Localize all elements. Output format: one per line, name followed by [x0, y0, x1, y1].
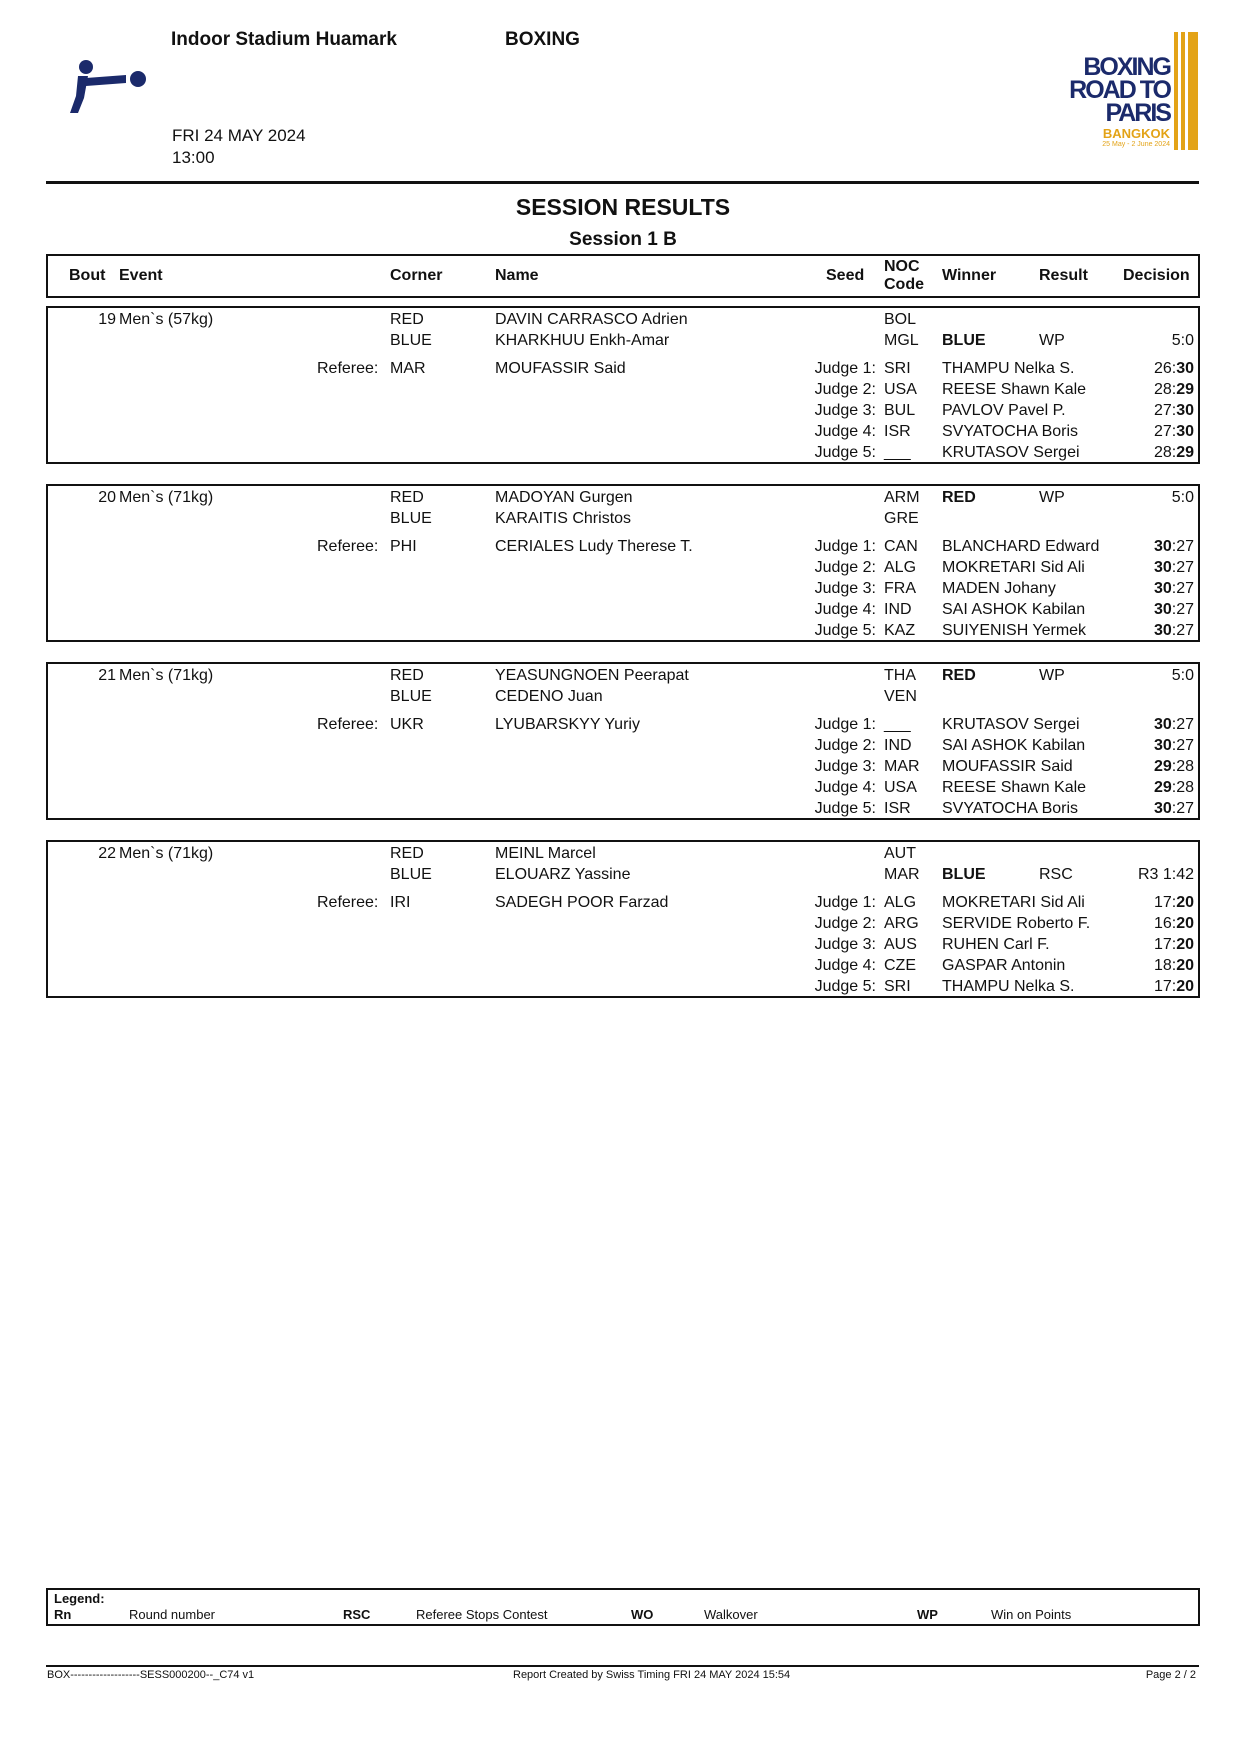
- red-noc: BOL: [884, 311, 917, 328]
- judge-noc: IND: [884, 601, 912, 618]
- score-separator: :: [1171, 894, 1177, 911]
- result-type: WP: [1039, 667, 1065, 684]
- winner-corner: RED: [942, 667, 976, 684]
- col-noc: NOC: [884, 258, 920, 275]
- judge-score: [1154, 936, 1194, 954]
- judge-label: Judge 2:: [814, 737, 876, 754]
- score-blue: 20: [1176, 957, 1194, 974]
- judge-label: Judge 1:: [814, 894, 876, 911]
- referee-label: Referee:: [317, 894, 379, 911]
- red-boxer-name: MEINL Marcel: [495, 845, 596, 862]
- judge-name: THAMPU Nelka S.: [942, 978, 1075, 995]
- score-red: 16: [1153, 915, 1172, 932]
- judge-label: Judge 1:: [814, 360, 876, 377]
- blue-boxer-name: ELOUARZ Yassine: [495, 866, 631, 883]
- judge-noc: SRI: [884, 360, 911, 377]
- judge-label: Judge 1:: [814, 538, 876, 555]
- referee-noc: UKR: [390, 716, 424, 733]
- score-red: 29: [1153, 779, 1172, 796]
- score-red: 29: [1153, 758, 1172, 775]
- judge-noc: ___: [884, 444, 911, 461]
- judge-label: Judge 2:: [814, 559, 876, 576]
- judge-noc: ___: [884, 716, 911, 733]
- judge-score: [1154, 444, 1194, 462]
- judge-noc: ALG: [884, 559, 917, 576]
- judge-name: SVYATOCHA Boris: [942, 423, 1079, 440]
- score-separator: :: [1171, 915, 1177, 932]
- judge-score: [1154, 915, 1194, 933]
- score-separator: :: [1171, 779, 1177, 796]
- score-red: 17: [1153, 894, 1172, 911]
- judge-noc: SRI: [884, 978, 911, 995]
- result-type: WP: [1039, 489, 1065, 506]
- judge-name: BLANCHARD Edward: [942, 538, 1100, 555]
- col-name: Name: [495, 267, 539, 284]
- judge-label: Judge 2:: [814, 915, 876, 932]
- decision: R3 1:42: [1137, 866, 1194, 883]
- judge-noc: IND: [884, 737, 912, 754]
- judge-label: Judge 5:: [814, 800, 876, 817]
- judge-score: [1154, 779, 1194, 797]
- score-separator: :: [1171, 716, 1177, 733]
- bout-number: 22: [98, 845, 116, 862]
- report-title: SESSION RESULTS: [515, 194, 731, 220]
- legend-code: RSC: [343, 1607, 371, 1622]
- score-red: 18: [1153, 957, 1172, 974]
- judge-score: [1154, 559, 1194, 577]
- judge-label: Judge 4:: [814, 779, 876, 796]
- judge-label: Judge 3:: [814, 580, 876, 597]
- legend-title: Legend:: [54, 1591, 105, 1606]
- winner-corner: BLUE: [942, 866, 986, 883]
- judge-label: Judge 2:: [814, 381, 876, 398]
- score-red: 17: [1153, 978, 1172, 995]
- report-credit: Report Created by Swiss Timing FRI 24 MAY 2024 15:54: [513, 1669, 791, 1681]
- score-blue: 29: [1176, 444, 1194, 461]
- col-event: Event: [119, 267, 163, 284]
- judge-label: Judge 4:: [814, 601, 876, 618]
- score-blue: 20: [1176, 894, 1194, 911]
- judge-score: [1154, 800, 1194, 818]
- score-blue: 20: [1176, 978, 1194, 995]
- legend-code: Rn: [54, 1607, 72, 1622]
- score-red: 17: [1153, 936, 1172, 953]
- judge-noc: FRA: [884, 580, 916, 597]
- score-separator: :: [1171, 402, 1177, 419]
- score-red: 30: [1153, 601, 1172, 618]
- referee-noc: MAR: [390, 360, 426, 377]
- score-separator: :: [1171, 737, 1177, 754]
- legend-desc: Round number: [129, 1607, 215, 1622]
- score-blue: 27: [1176, 737, 1194, 754]
- judge-name: SUIYENISH Yermek: [942, 622, 1087, 639]
- judge-name: RUHEN Carl F.: [942, 936, 1050, 953]
- score-blue: 20: [1176, 936, 1194, 953]
- score-red: 30: [1153, 800, 1172, 817]
- judge-score: [1154, 423, 1194, 441]
- score-blue: 27: [1176, 716, 1194, 733]
- bout-result-21: [46, 662, 1200, 820]
- judge-noc: USA: [884, 779, 917, 796]
- judge-score: [1154, 360, 1194, 378]
- winner-corner: RED: [942, 489, 976, 506]
- score-blue: 27: [1176, 538, 1194, 555]
- bout-number: 20: [98, 489, 116, 506]
- judge-label: Judge 1:: [814, 716, 876, 733]
- legend-desc: Walkover: [704, 1607, 758, 1622]
- score-blue: 20: [1176, 915, 1194, 932]
- boxing-pictogram-icon: [64, 58, 156, 114]
- judge-noc: ALG: [884, 894, 917, 911]
- legend-box: [46, 1588, 1200, 1626]
- judge-score: [1154, 601, 1194, 619]
- score-blue: 30: [1176, 402, 1194, 419]
- referee-label: Referee:: [317, 538, 379, 555]
- bout-result-20: [46, 484, 1200, 642]
- event-name: Men`s (71kg): [119, 489, 214, 506]
- score-separator: :: [1171, 423, 1177, 440]
- winner-corner: BLUE: [942, 332, 986, 349]
- score-red: 30: [1153, 716, 1172, 733]
- judge-label: Judge 4:: [814, 423, 876, 440]
- score-red: 26: [1153, 360, 1172, 377]
- judge-label: Judge 3:: [814, 402, 876, 419]
- score-blue: 27: [1176, 622, 1194, 639]
- red-corner-label: RED: [390, 311, 424, 328]
- score-separator: :: [1171, 381, 1177, 398]
- red-boxer-name: YEASUNGNOEN Peerapat: [495, 667, 689, 684]
- header-divider: [46, 181, 1199, 184]
- col-corner: Corner: [390, 267, 443, 284]
- score-separator: :: [1171, 360, 1177, 377]
- judge-name: MOKRETARI Sid Ali: [942, 894, 1085, 911]
- footer-divider: [46, 1665, 1199, 1667]
- col-result: Result: [1039, 267, 1088, 284]
- score-separator: :: [1171, 758, 1177, 775]
- referee-label: Referee:: [317, 360, 379, 377]
- judge-score: [1154, 402, 1194, 420]
- judge-noc: ISR: [884, 423, 911, 440]
- judge-score: [1154, 716, 1194, 734]
- legend-code: WP: [917, 1607, 938, 1622]
- judge-noc: ISR: [884, 800, 911, 817]
- bout-number: 19: [98, 311, 116, 328]
- score-separator: :: [1171, 978, 1177, 995]
- logo-gold-stripe-2: [1174, 32, 1178, 150]
- judge-label: Judge 5:: [814, 622, 876, 639]
- score-red: 30: [1153, 737, 1172, 754]
- decision: 5:0: [1171, 489, 1194, 506]
- judge-name: THAMPU Nelka S.: [942, 360, 1075, 377]
- col-winner: Winner: [942, 267, 997, 284]
- blue-boxer-name: KHARKHUU Enkh-Amar: [495, 332, 670, 349]
- event-logo: [1040, 32, 1198, 152]
- session-time: 13:00: [172, 148, 215, 167]
- logo-city: BANGKOK: [1102, 126, 1170, 141]
- score-blue: 29: [1176, 381, 1194, 398]
- referee-noc: IRI: [390, 894, 411, 911]
- col-code: Code: [884, 276, 924, 293]
- red-noc: THA: [884, 667, 916, 684]
- page-number: Page 2 / 2: [1145, 1669, 1196, 1681]
- logo-dates: 25 May - 2 June 2024: [1102, 141, 1170, 148]
- judge-name: PAVLOV Pavel P.: [942, 402, 1066, 419]
- referee-label: Referee:: [317, 716, 379, 733]
- judge-noc: KAZ: [884, 622, 916, 639]
- judge-name: MOUFASSIR Said: [942, 758, 1073, 775]
- blue-boxer-name: CEDENO Juan: [495, 688, 603, 705]
- score-red: 30: [1153, 580, 1172, 597]
- session-subtitle: Session 1 B: [569, 229, 677, 250]
- judge-score: [1154, 580, 1194, 598]
- referee-name: CERIALES Ludy Therese T.: [495, 538, 693, 555]
- score-blue: 28: [1176, 779, 1194, 796]
- score-red: 30: [1153, 538, 1172, 555]
- legend-desc: Win on Points: [991, 1607, 1072, 1622]
- judge-noc: CZE: [884, 957, 916, 974]
- score-red: 27: [1153, 402, 1172, 419]
- judge-label: Judge 5:: [814, 978, 876, 995]
- legend-desc: Referee Stops Contest: [416, 1607, 548, 1622]
- red-corner-label: RED: [390, 489, 424, 506]
- red-boxer-name: MADOYAN Gurgen: [495, 489, 633, 506]
- blue-corner-label: BLUE: [390, 688, 432, 705]
- judge-noc: ARG: [884, 915, 919, 932]
- event-name: Men`s (57kg): [119, 311, 214, 328]
- score-blue: 27: [1176, 559, 1194, 576]
- score-separator: :: [1171, 444, 1177, 461]
- score-red: 30: [1153, 559, 1172, 576]
- score-blue: 27: [1176, 800, 1194, 817]
- judge-score: [1154, 894, 1194, 912]
- score-red: 30: [1153, 622, 1172, 639]
- judge-score: [1154, 737, 1194, 755]
- score-separator: :: [1171, 538, 1177, 555]
- score-separator: :: [1171, 800, 1177, 817]
- judge-label: Judge 4:: [814, 957, 876, 974]
- judge-noc: MAR: [884, 758, 920, 775]
- blue-noc: MAR: [884, 866, 920, 883]
- score-blue: 27: [1176, 580, 1194, 597]
- referee-noc: PHI: [390, 538, 417, 555]
- col-decision: Decision: [1123, 267, 1190, 284]
- legend-code: WO: [631, 1607, 654, 1622]
- judge-name: REESE Shawn Kale: [942, 381, 1087, 398]
- blue-noc: GRE: [884, 510, 919, 527]
- score-separator: :: [1171, 957, 1177, 974]
- judge-score: [1154, 758, 1194, 776]
- judge-label: Judge 5:: [814, 444, 876, 461]
- sport-name: BOXING: [505, 29, 580, 50]
- judge-label: Judge 3:: [814, 758, 876, 775]
- judge-noc: CAN: [884, 538, 918, 555]
- judge-name: MADEN Johany: [942, 580, 1056, 597]
- judge-noc: BUL: [884, 402, 916, 419]
- event-name: Men`s (71kg): [119, 667, 214, 684]
- judge-score: [1154, 978, 1194, 996]
- result-type: RSC: [1039, 866, 1073, 883]
- referee-name: MOUFASSIR Said: [495, 360, 626, 377]
- result-type: WP: [1039, 332, 1065, 349]
- judge-score: [1154, 622, 1194, 640]
- score-separator: :: [1171, 601, 1177, 618]
- blue-corner-label: BLUE: [390, 510, 432, 527]
- score-red: 28: [1153, 381, 1172, 398]
- judge-score: [1154, 381, 1194, 399]
- blue-corner-label: BLUE: [390, 866, 432, 883]
- judge-label: Judge 3:: [814, 936, 876, 953]
- judge-name: GASPAR Antonin: [942, 957, 1066, 974]
- score-blue: 28: [1176, 758, 1194, 775]
- bout-number: 21: [98, 667, 116, 684]
- score-blue: 27: [1176, 601, 1194, 618]
- score-separator: :: [1171, 580, 1177, 597]
- venue-name: Indoor Stadium Huamark: [171, 29, 397, 50]
- bout-result-22: [46, 840, 1200, 998]
- session-date: FRI 24 MAY 2024: [172, 126, 306, 145]
- score-red: 27: [1153, 423, 1172, 440]
- bout-result-19: [46, 306, 1200, 464]
- blue-noc: MGL: [884, 332, 919, 349]
- score-red: 28: [1153, 444, 1172, 461]
- logo-gold-stripe: [1181, 32, 1185, 150]
- judge-score: [1154, 957, 1194, 975]
- referee-name: SADEGH POOR Farzad: [495, 894, 669, 911]
- blue-corner-label: BLUE: [390, 332, 432, 349]
- score-blue: 30: [1176, 360, 1194, 377]
- judge-noc: USA: [884, 381, 917, 398]
- judge-name: KRUTASOV Sergei: [942, 444, 1080, 461]
- judge-noc: AUS: [884, 936, 917, 953]
- event-name: Men`s (71kg): [119, 845, 214, 862]
- score-blue: 30: [1176, 423, 1194, 440]
- judge-name: MOKRETARI Sid Ali: [942, 559, 1085, 576]
- score-separator: :: [1171, 559, 1177, 576]
- blue-noc: VEN: [884, 688, 917, 705]
- judge-name: SVYATOCHA Boris: [942, 800, 1079, 817]
- judge-name: SAI ASHOK Kabilan: [942, 601, 1086, 618]
- judge-name: SAI ASHOK Kabilan: [942, 737, 1086, 754]
- referee-name: LYUBARSKYY Yuriy: [495, 716, 640, 733]
- judge-name: SERVIDE Roberto F.: [942, 915, 1091, 932]
- score-separator: :: [1171, 622, 1177, 639]
- decision: 5:0: [1171, 667, 1194, 684]
- document-code: BOX-------------------SESS000200--_C74 v1: [47, 1669, 255, 1681]
- score-separator: :: [1171, 936, 1177, 953]
- logo-text: BOXING ROAD TO PARIS: [1069, 53, 1170, 127]
- red-corner-label: RED: [390, 845, 424, 862]
- judge-name: REESE Shawn Kale: [942, 779, 1087, 796]
- logo-gold-bar: [1188, 32, 1198, 150]
- judge-name: KRUTASOV Sergei: [942, 716, 1080, 733]
- judge-score: [1154, 538, 1194, 556]
- column-header-row: [46, 254, 1200, 298]
- col-seed: Seed: [826, 267, 865, 284]
- decision: 5:0: [1171, 332, 1194, 349]
- red-noc: AUT: [884, 845, 916, 862]
- blue-boxer-name: KARAITIS Christos: [495, 510, 632, 527]
- col-bout: Bout: [69, 267, 106, 284]
- red-noc: ARM: [884, 489, 920, 506]
- red-boxer-name: DAVIN CARRASCO Adrien: [495, 311, 688, 328]
- red-corner-label: RED: [390, 667, 424, 684]
